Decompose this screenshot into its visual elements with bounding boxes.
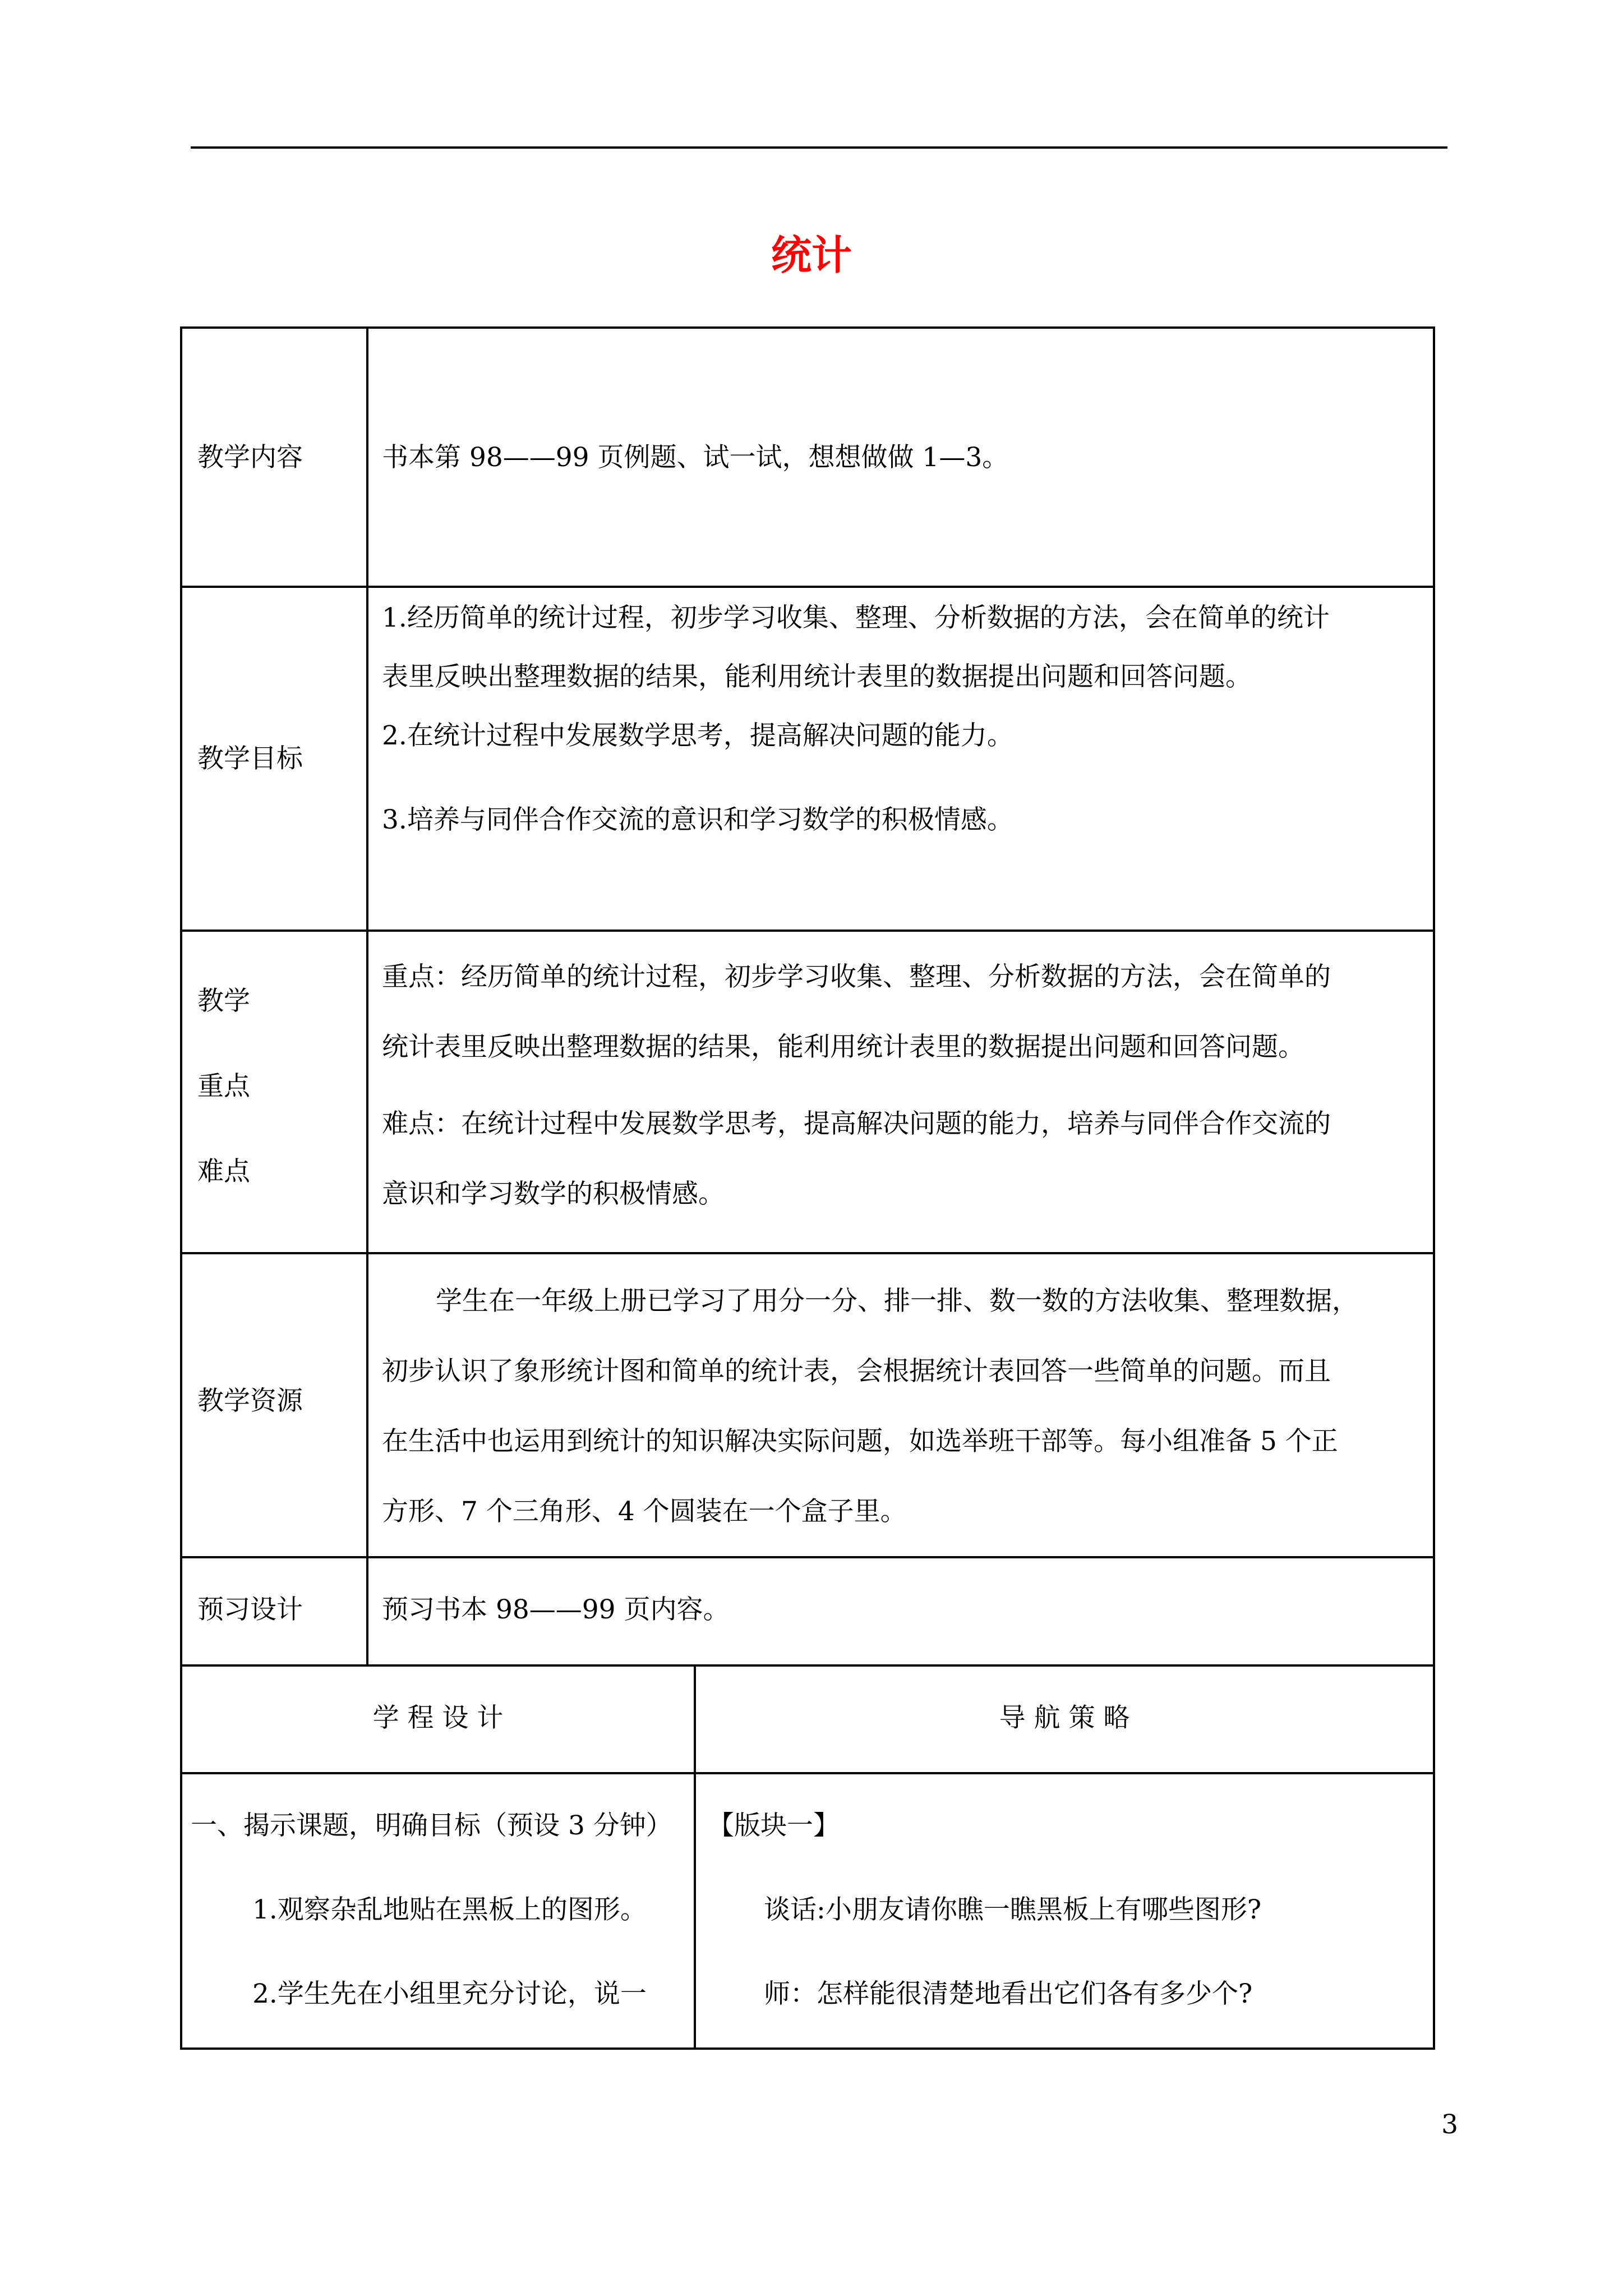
row-label	[197, 984, 250, 1189]
row-divider	[180, 1772, 1435, 1774]
key-points-text	[382, 960, 1331, 1211]
text-line: 1.经历简单的统计过程，初步学习收集、整理、分析数据的方法，会在简单的统计	[382, 602, 1330, 633]
page-number: 3	[1441, 2109, 1458, 2140]
text-line: 一、揭示课题，明确目标（预设 3 分钟）	[191, 1810, 672, 1841]
label-line: 教学	[197, 986, 250, 1016]
navigation-strategy-header: 导 航 策 略	[999, 1703, 1130, 1733]
text-line: 2.学生先在小组里充分讨论，说一	[252, 1978, 647, 2009]
text-line: 表里反映出整理数据的结果，能利用统计表里的数据提出问题和回答问题。	[382, 661, 1252, 692]
row-label: 教学内容	[197, 442, 303, 473]
text-line: 统计表里反映出整理数据的结果，能利用统计表里的数据提出问题和回答问题。	[382, 1032, 1304, 1062]
text-line: 3.培养与同伴合作交流的意识和学习数学的积极情感。	[382, 804, 1013, 835]
text-line: 学生在一年级上册已学习了用分一分、排一排、数一数的方法收集、整理数据，	[436, 1286, 1358, 1317]
learning-process-header: 学 程 设 计	[372, 1703, 504, 1733]
row-text: 预习书本 98——99 页内容。	[382, 1594, 730, 1625]
text-line: 初步认识了象形统计图和简单的统计表，会根据统计表回答一些简单的问题。而且	[382, 1356, 1331, 1387]
goals-text	[382, 601, 1330, 837]
text-line: 在生活中也运用到统计的知识解决实际问题，如选举班干部等。每小组准备 5 个正	[382, 1426, 1338, 1457]
text-line: 2.在统计过程中发展数学思考，提高解决问题的能力。	[382, 720, 1013, 751]
label-line: 难点	[197, 1156, 250, 1187]
resources-text	[382, 1285, 1358, 1529]
text-line: 重点：经历简单的统计过程，初步学习收集、整理、分析数据的方法，会在简单的	[382, 961, 1331, 992]
row-label: 教学资源	[197, 1386, 303, 1416]
text-line: 难点：在统计过程中发展数学思考，提高解决问题的能力，培养与同伴合作交流的	[382, 1108, 1331, 1139]
text-line: 方形、7 个三角形、4 个圆装在一个盒子里。	[382, 1496, 907, 1527]
navigation-strategy-text	[708, 1809, 1261, 2011]
text-line: 师：怎样能很清楚地看出它们各有多少个?	[764, 1978, 1253, 2009]
page-title: 统计	[771, 232, 852, 279]
text-line: 意识和学习数学的积极情感。	[382, 1179, 725, 1209]
text-line: 谈话:小朋友请你瞧一瞧黑板上有哪些图形?	[764, 1894, 1262, 1925]
row-text: 书本第 98——99 页例题、试一试，想想做做 1—3。	[382, 442, 1009, 473]
text-line: 【版块一】	[708, 1810, 840, 1841]
text-line: 1.观察杂乱地贴在黑板上的图形。	[252, 1894, 647, 1925]
label-line: 重点	[197, 1071, 250, 1102]
learning-process-text	[191, 1809, 672, 2011]
header-rule	[191, 146, 1447, 149]
column-divider	[366, 326, 368, 1665]
row-label: 教学目标	[197, 743, 303, 774]
row-label: 预习设计	[197, 1594, 303, 1625]
